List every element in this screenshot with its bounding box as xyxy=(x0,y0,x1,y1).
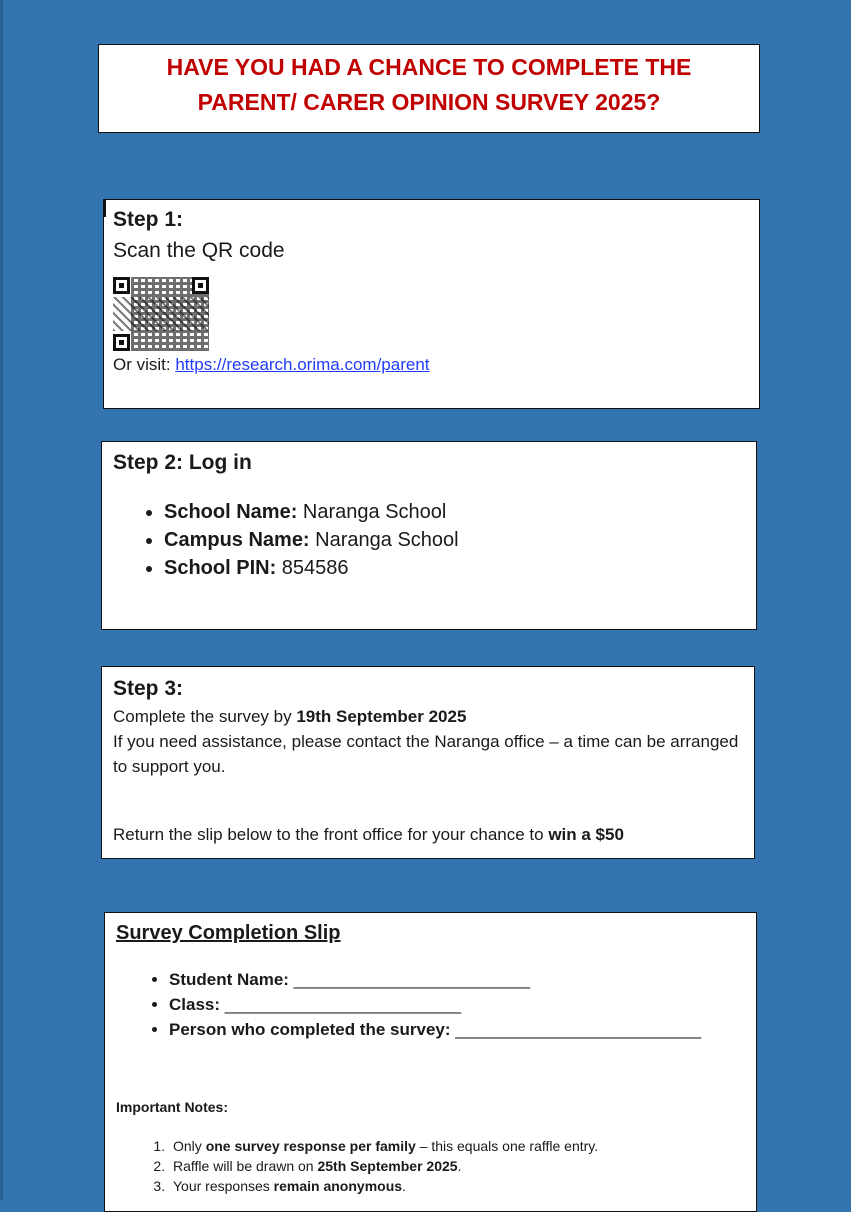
step-1-instruction: Scan the QR code xyxy=(113,239,285,262)
page-left-edge xyxy=(0,0,3,1200)
note-text: Raffle will be drawn on xyxy=(173,1158,318,1174)
campus-name-label: Campus Name: xyxy=(164,529,310,551)
school-pin-value: 854586 xyxy=(276,557,349,579)
step-2-heading: Step 2: Log in xyxy=(113,451,252,474)
field-blank: _________________________ xyxy=(220,995,462,1014)
assistance-text: If you need assistance, please contact the Naranga office – a time can be arranged to support you. xyxy=(113,732,739,776)
field-label: Class: xyxy=(169,995,221,1014)
note-bold: one survey response per family xyxy=(205,1138,416,1154)
list-item xyxy=(164,554,756,582)
campus-name-value: Naranga School xyxy=(309,529,459,551)
note-bold: remain anonymous xyxy=(273,1178,403,1194)
field-label: Student Name: xyxy=(169,970,289,989)
step-3-card xyxy=(101,666,755,859)
deadline-line xyxy=(113,704,754,729)
title-line-1: HAVE YOU HAD A CHANCE TO COMPLETE THE xyxy=(166,54,692,80)
note-bold: 25th September 2025 xyxy=(317,1158,458,1174)
survey-link[interactable]: https://research.orima.com/parent xyxy=(175,355,430,374)
list-item xyxy=(169,1136,756,1156)
important-notes-title: Important Notes: xyxy=(116,1099,228,1115)
list-item xyxy=(169,1156,756,1176)
note-text: Only xyxy=(173,1138,206,1154)
note-text: . xyxy=(457,1158,462,1174)
note-text: – this equals one raffle entry. xyxy=(415,1138,599,1154)
step-3-heading: Step 3: xyxy=(113,677,184,700)
school-name-label: School Name: xyxy=(164,501,298,523)
list-item xyxy=(164,498,756,526)
deadline-date: 19th September 2025 xyxy=(296,707,467,726)
completed-by-field[interactable] xyxy=(169,1017,756,1042)
school-name-value: Naranga School xyxy=(297,501,447,523)
note-text: Your responses xyxy=(173,1178,274,1194)
field-blank: _________________________ xyxy=(288,970,531,989)
field-blank: __________________________ xyxy=(450,1020,702,1039)
prize-text: win a $50 xyxy=(548,825,624,844)
school-pin-label: School PIN: xyxy=(164,557,277,579)
step-1-card xyxy=(103,199,760,409)
list-item xyxy=(164,526,756,554)
deadline-prefix: Complete the survey by xyxy=(113,707,297,726)
note-text: . xyxy=(402,1178,406,1194)
visit-line xyxy=(113,355,759,375)
step-1-heading: Step 1: xyxy=(113,208,184,231)
return-line xyxy=(113,822,754,847)
qr-code-icon[interactable] xyxy=(113,277,209,351)
login-details-list xyxy=(113,498,756,582)
slip-fields-list xyxy=(116,967,756,1042)
visit-prefix: Or visit: xyxy=(113,355,176,374)
list-item xyxy=(169,1176,756,1196)
field-label: Person who completed the survey: xyxy=(169,1020,451,1039)
student-name-field[interactable] xyxy=(169,967,756,992)
class-field[interactable] xyxy=(169,992,756,1017)
step-2-card xyxy=(101,441,757,630)
important-notes-list xyxy=(116,1136,756,1196)
title-banner xyxy=(98,44,760,133)
title-line-2: PARENT/ CARER OPINION SURVEY 2025? xyxy=(197,89,661,115)
slip-title: Survey Completion Slip xyxy=(116,922,341,944)
return-prefix: Return the slip below to the front office for your chance to xyxy=(113,825,549,844)
completion-slip-card xyxy=(104,912,757,1212)
